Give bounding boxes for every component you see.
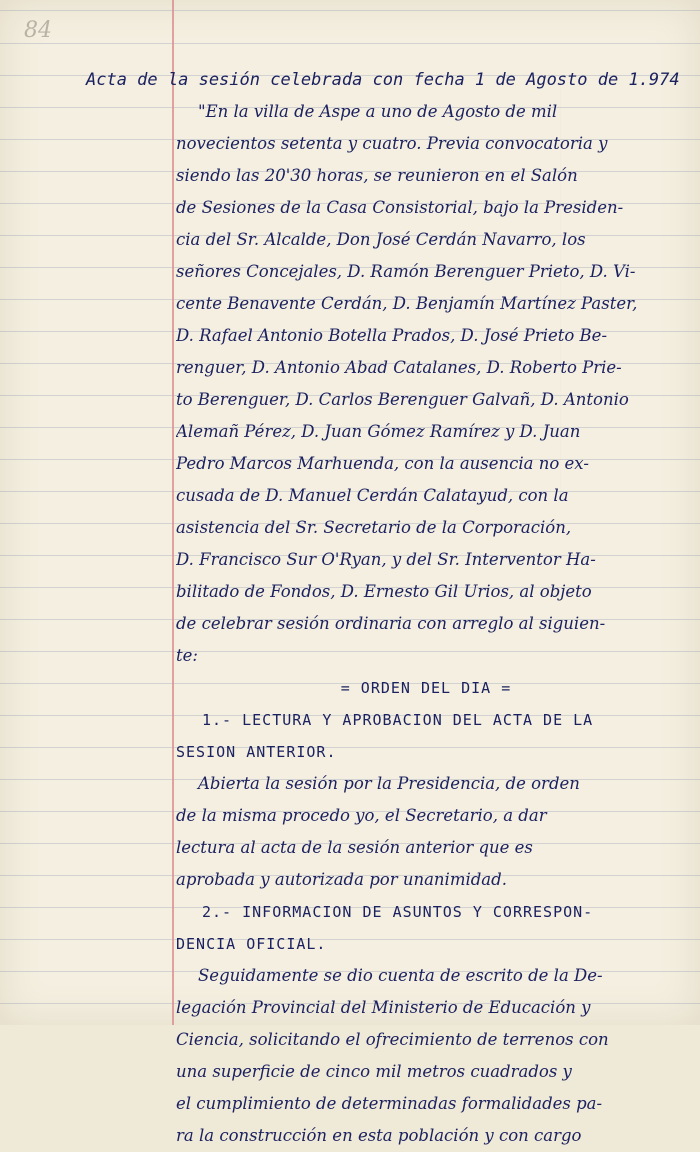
text-line: Abierta la sesión por la Presidencia, de orden [198, 774, 580, 793]
text-line: Seguidamente se dio cuenta de escrito de la De- [198, 966, 603, 985]
minutes-body [176, 96, 676, 1152]
agenda-heading: = ORDEN DEL DIA = [340, 679, 512, 697]
text-line: to Berenguer, D. Carlos Berenguer Galvañ, D. Antonio [176, 390, 629, 409]
text-line: te: [176, 646, 198, 665]
text-line: cusada de D. Manuel Cerdán Calatayud, con la [176, 486, 569, 505]
text-line: cia del Sr. Alcalde, Don José Cerdán Navarro, los [176, 230, 586, 249]
text-line: una superficie de cinco mil metros cuadrados y [176, 1062, 572, 1081]
text-line: novecientos setenta y cuatro. Previa convocatoria y [176, 134, 608, 153]
agenda-item-2-title-cont: DENCIA OFICIAL. [176, 935, 327, 953]
text-line: Alemañ Pérez, D. Juan Gómez Ramírez y D. Juan [176, 422, 581, 441]
margin-rule [172, 0, 174, 1025]
text-line: Pedro Marcos Marhuenda, con la ausencia no ex- [176, 454, 589, 473]
text-line: cente Benavente Cerdán, D. Benjamín Martínez Paster, [176, 294, 638, 313]
text-line: de celebrar sesión ordinaria con arreglo al siguien- [176, 614, 606, 633]
text-line: "En la villa de Aspe a uno de Agosto de mil [198, 102, 558, 121]
minutes-title: Acta de la sesión celebrada con fecha 1 de Agosto de 1.974 [86, 70, 680, 90]
agenda-item-1-title-cont: SESION ANTERIOR. [176, 743, 337, 761]
text-line: ra la construcción en esta población y con cargo [176, 1126, 582, 1145]
text-line: de la misma procedo yo, el Secretario, a dar [176, 806, 547, 825]
text-line: el cumplimiento de determinadas formalidades pa- [176, 1094, 603, 1113]
text-line: renguer, D. Antonio Abad Catalanes, D. Roberto Prie- [176, 358, 622, 377]
agenda-item-2-title: 2.- INFORMACION DE ASUNTOS Y CORRESPON- [202, 903, 594, 921]
text-line: de Sesiones de la Casa Consistorial, bajo la Presiden- [176, 198, 624, 217]
text-line: asistencia del Sr. Secretario de la Corporación, [176, 518, 572, 537]
text-line: D. Rafael Antonio Botella Prados, D. José Prieto Be- [176, 326, 608, 345]
text-line: lectura al acta de la sesión anterior que es [176, 838, 533, 857]
text-line: Ciencia, solicitando el ofrecimiento de terrenos con [176, 1030, 609, 1049]
text-line: legación Provincial del Ministerio de Educación y [176, 998, 591, 1017]
agenda-item-1-title: 1.- LECTURA Y APROBACION DEL ACTA DE LA [202, 711, 594, 729]
text-line: señores Concejales, D. Ramón Berenguer Prieto, D. Vi- [176, 262, 636, 281]
page-number: 84 [24, 18, 52, 43]
text-line: siendo las 20'30 horas, se reunieron en el Salón [176, 166, 578, 185]
text-line: bilitado de Fondos, D. Ernesto Gil Urios, al objeto [176, 582, 592, 601]
text-line: D. Francisco Sur O'Ryan, y del Sr. Interventor Ha- [176, 550, 596, 569]
text-line: aprobada y autorizada por unanimidad. [176, 870, 507, 889]
